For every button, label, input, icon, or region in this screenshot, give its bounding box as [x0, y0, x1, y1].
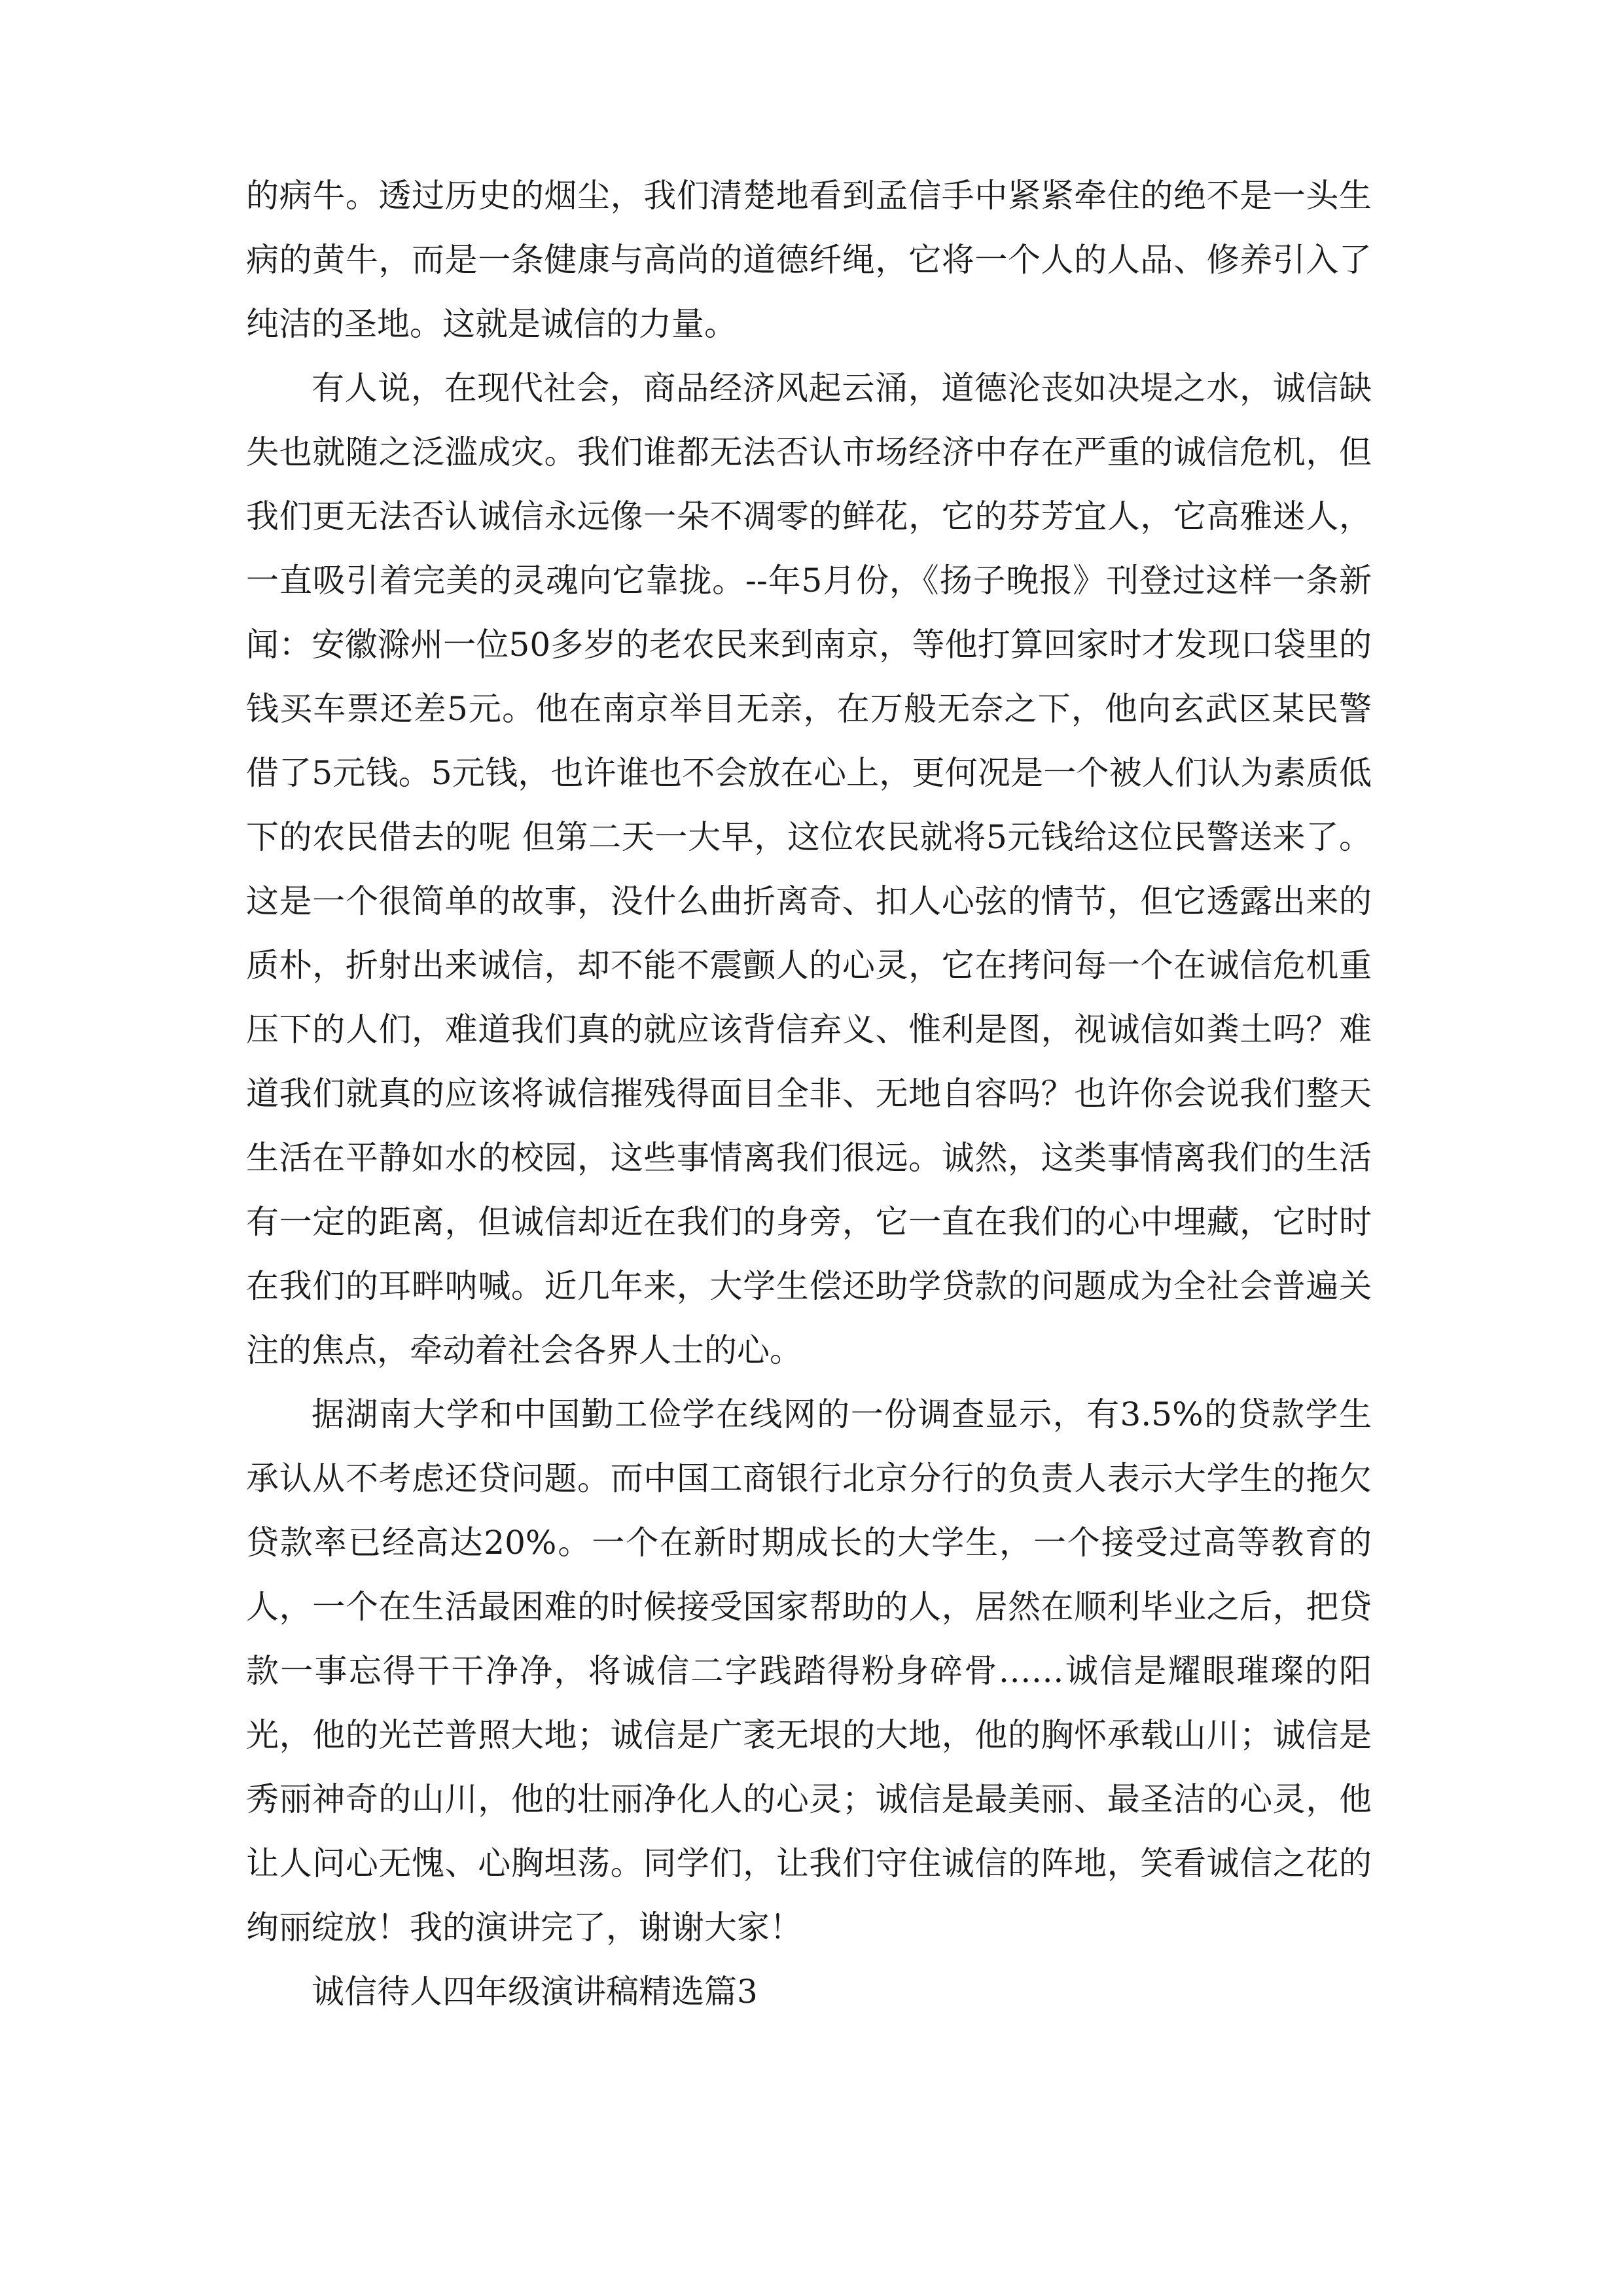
document-body	[246, 164, 1372, 2024]
paragraph-continuation: 的病牛。透过历史的烟尘，我们清楚地看到孟信手中紧紧牵住的绝不是一头生病的黄牛，而是一条健康与高尚的道德纤绳，它将一个人的人品、修养引入了纯洁的圣地。这就是诚信的力量。	[246, 177, 1372, 343]
paragraph-modern-society: 有人说，在现代社会，商品经济风起云涌，道德沦丧如决堤之水，诚信缺失也就随之泛滥成灾。我们谁都无法否认市场经济中存在严重的诚信危机，但我们更无法否认诚信永远像一朵不凋零的鲜花，它的芬芳宜人，它高雅迷人，一直吸引着完美的灵魂向它靠拢。--年5月份，《扬子晚报》刊登过这样一条新闻：安徽滁州一位50多岁的老农民来到南京，等他打算回家时才发现口袋里的钱买车票还差5元。他在南京举目无亲，在万般无奈之下，他向玄武区某民警借了5元钱。5元钱，也许谁也不会放在心上，更何况是一个被人们认为素质低下的农民借去的呢 但第二天一大早，这位农民就将5元钱给这位民警送来了。这是一个很简单的故事，没什么曲折离奇、扣人心弦的情节，但它透露出来的质朴，折射出来诚信，却不能不震颤人的心灵，它在拷问每一个在诚信危机重压下的人们，难道我们真的就应该背信弃义、惟利是图，视诚信如粪土吗？难道我们就真的应该将诚信摧残得面目全非、无地自容吗？也许你会说我们整天生活在平静如水的校园，这些事情离我们很远。诚然，这类事情离我们的生活有一定的距离，但诚信却近在我们的身旁，它一直在我们的心中埋藏，它时时在我们的耳畔呐喊。近几年来，大学生偿还助学贷款的问题成为全社会普遍关注的焦点，牵动着社会各界人士的心。	[246, 369, 1372, 1369]
section-heading: 诚信待人四年级演讲稿精选篇3	[312, 1973, 758, 2011]
paragraph-survey: 据湖南大学和中国勤工俭学在线网的一份调查显示，有3.5%的贷款学生承认从不考虑还贷问题。而中国工商银行北京分行的负责人表示大学生的拖欠贷款率已经高达20%。一个在新时期成长的大学生，一个接受过高等教育的人，一个在生活最困难的时候接受国家帮助的人，居然在顺利毕业之后，把贷款一事忘得干干净净，将诚信二字践踏得粉身碎骨……诚信是耀眼璀璨的阳光，他的光芒普照大地；诚信是广袤无垠的大地，他的胸怀承载山川；诚信是秀丽神奇的山川，他的壮丽净化人的心灵；诚信是最美丽、最圣洁的心灵，他让人问心无愧、心胸坦荡。同学们，让我们守住诚信的阵地，笑看诚信之花的绚丽绽放！我的演讲完了，谢谢大家！	[246, 1395, 1372, 1946]
